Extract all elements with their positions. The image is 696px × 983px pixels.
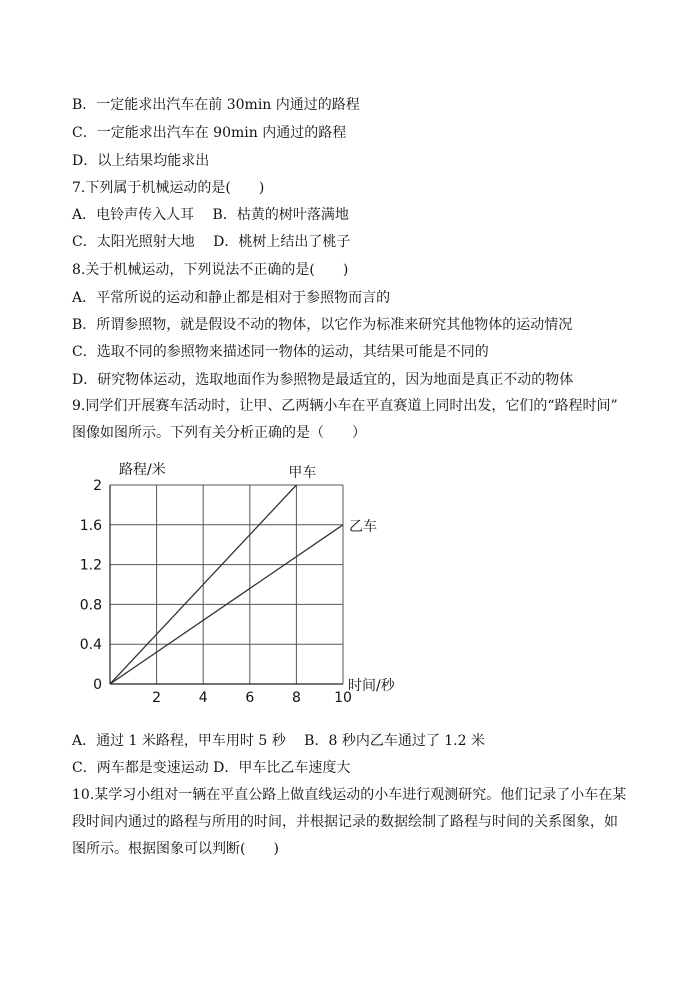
x-tick-label: 8 — [291, 690, 301, 706]
question-10-stem-line1: 10.某学习小组对一辆在平直公路上做直线运动的小车进行观测研究。他们记录了小车在某 — [72, 787, 627, 803]
question-9-options-ab: A．通过 1 米路程，甲车用时 5 秒 B．8 秒内乙车通过了 1.2 米 — [72, 733, 485, 749]
x-axis-label: 时间/秒 — [348, 678, 395, 694]
question-9-options-cd: C．两车都是变速运动 D．甲车比乙车速度大 — [72, 760, 351, 776]
question-6-option-d: D．以上结果均能求出 — [72, 153, 210, 169]
chart-axes — [110, 485, 343, 684]
question-6-option-c: C．一定能求出汽车在 90min 内通过的路程 — [72, 125, 347, 141]
question-7-options-cd: C．太阳光照射大地 D．桃树上结出了桃子 — [72, 234, 351, 250]
chart-grid — [110, 485, 343, 684]
y-tick-label: 1.6 — [79, 517, 102, 534]
chart-series — [110, 485, 343, 684]
question-10-stem-line3: 图所示。根据图象可以判断( ) — [72, 841, 279, 857]
series-label-0: 甲车 — [288, 465, 317, 481]
question-8-option-a: A．平常所说的运动和静止都是相对于参照物而言的 — [72, 290, 391, 306]
question-8-option-d: D．研究物体运动，选取地面作为参照物是最适宜的，因为地面是真正不动的物体 — [72, 372, 574, 388]
question-7-stem: 7.下列属于机械运动的是( ) — [72, 180, 265, 196]
y-tick-label: 1.2 — [79, 557, 102, 574]
x-tick-label: 10 — [334, 690, 352, 706]
question-7-options-ab: A．电铃声传入人耳 B．枯黄的树叶落满地 — [72, 207, 349, 223]
chart-labels — [80, 461, 396, 706]
distance-time-chart — [79, 452, 426, 706]
question-9-stem-line2: 图像如图所示。下列有关分析正确的是（ ） — [72, 425, 366, 441]
y-tick-label: 2 — [93, 478, 102, 494]
y-tick-label: 0.4 — [79, 637, 102, 654]
question-8-stem: 8.关于机械运动，下列说法不正确的是( ) — [72, 262, 349, 278]
x-tick-label: 2 — [152, 690, 162, 706]
question-6-option-b: B．一定能求出汽车在前 30min 内通过的路程 — [72, 97, 360, 113]
x-tick-label: 6 — [245, 690, 255, 706]
x-tick-label: 4 — [198, 690, 208, 706]
question-10-stem-line2: 段时间内通过的路程与所用的时间，并根据记录的数据绘制了路程与时间的关系图象，如 — [72, 814, 618, 830]
y-tick-label: 0 — [93, 677, 102, 693]
y-tick-label: 0.8 — [79, 597, 102, 614]
question-8-option-c: C．选取不同的参照物来描述同一物体的运动，其结果可能是不同的 — [72, 344, 489, 360]
question-9-stem-line1: 9.同学们开展赛车活动时，让甲、乙两辆小车在平直赛道上同时出发，它们的“路程时间” — [72, 398, 618, 414]
series-label-1: 乙车 — [349, 518, 377, 535]
question-8-option-b: B．所谓参照物，就是假设不动的物体，以它作为标准来研究其他物体的运动情况 — [72, 317, 573, 333]
y-axis-label: 路程/米 — [119, 462, 166, 478]
